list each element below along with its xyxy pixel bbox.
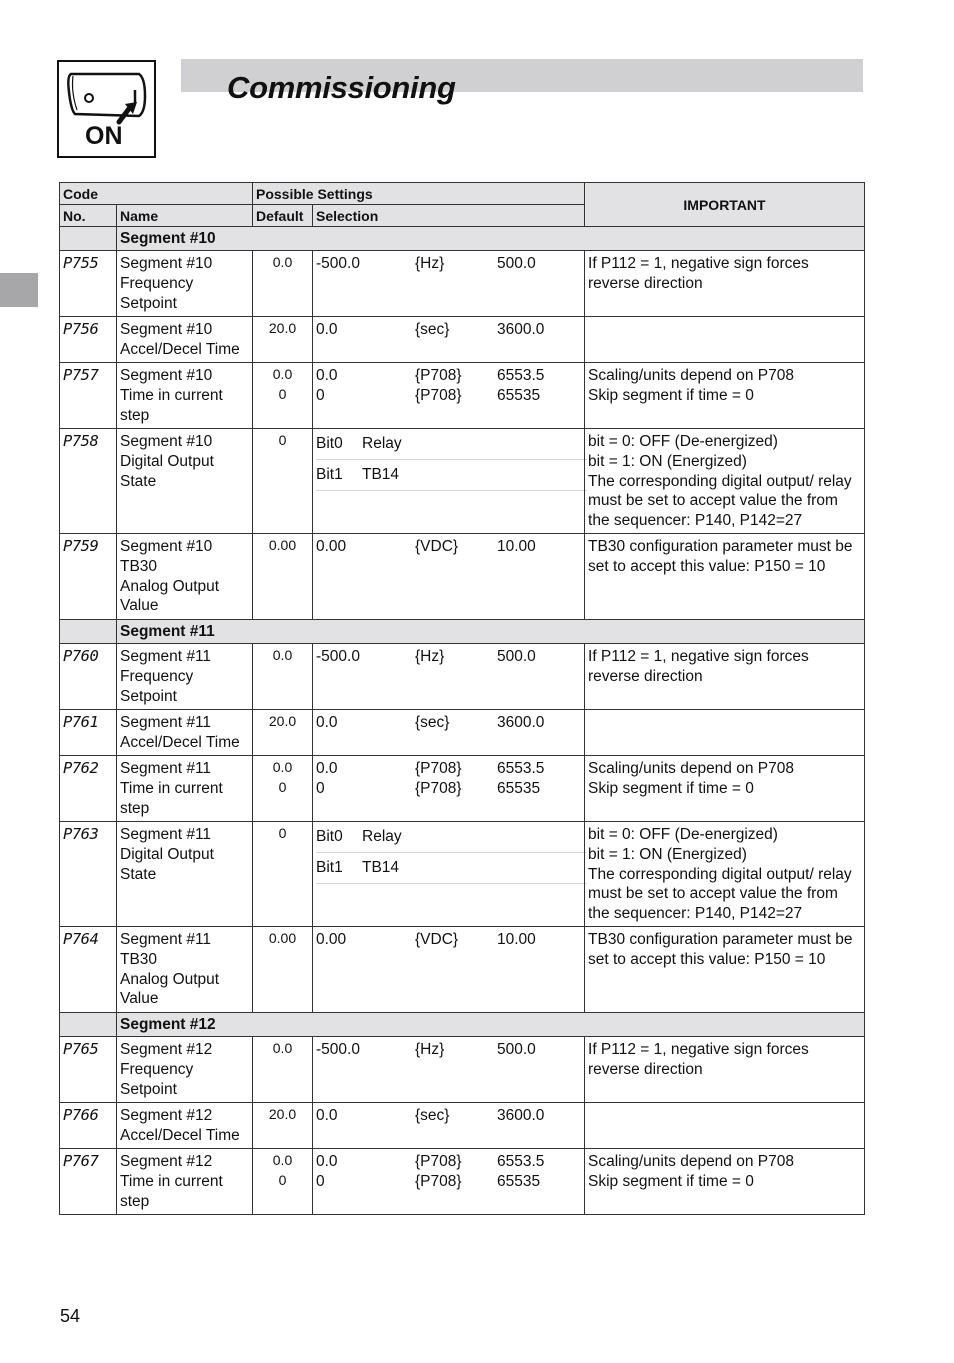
parameter-row [60,927,865,1013]
parameter-name-line: Frequency [120,667,194,685]
parameter-default [253,927,313,1013]
parameter-default-value: 0.0 [272,759,293,775]
parameter-selection [313,710,585,756]
segment-spacer [60,1013,117,1037]
selection-unit: {sec} [415,321,450,338]
selection-min: 0 [316,779,325,797]
selection-min: 0.0 [316,1107,338,1124]
parameter-table [59,182,865,1215]
parameter-code: P767 [60,1149,117,1215]
important-note-line: bit = 1: ON (Energized) [588,452,747,470]
selection-min: 0 [316,1172,325,1190]
parameter-default-value: 0 [278,1172,287,1188]
parameter-important-note [585,644,865,710]
selection-line [316,1040,581,1060]
important-note-line: The corresponding digital output/ relay must be set to accept value the from the sequencer: P140, P142=27 [588,865,852,923]
parameter-selection [313,1037,585,1103]
parameter-default-value: 0 [278,432,287,448]
parameter-name-line: Segment #11 [120,760,212,777]
parameter-name [117,756,253,822]
selection-min: -500.0 [316,648,360,665]
selection-max: 6553.5 [497,760,545,777]
parameter-selection [313,251,585,317]
parameter-code: P755 [60,251,117,317]
parameter-selection [313,756,585,822]
important-note-line: Skip segment if time = 0 [588,779,754,797]
header-important: IMPORTANT [585,183,865,227]
selection-max: 6553.5 [497,1153,545,1170]
bit-number: Bit1 [316,859,343,876]
parameter-name-line: Accel/Decel Time [120,340,240,358]
parameter-name-line: Setpoint [120,294,177,312]
selection-max: 65535 [497,1172,541,1190]
parameter-default [253,1037,313,1103]
parameter-important-note [585,251,865,317]
important-note-line: If P112 = 1, negative sign forces reverse direction [588,1041,809,1078]
bit-description: TB14 [362,466,400,483]
segment-label: Segment #11 [117,620,865,644]
parameter-name-line: State [120,472,157,490]
parameter-default [253,317,313,363]
parameter-default-value: 0 [278,779,287,795]
parameter-row [60,1037,865,1103]
parameter-row [60,644,865,710]
parameter-row [60,1149,865,1215]
selection-line [316,320,581,340]
parameter-name-line: Segment #12 [120,1107,213,1124]
parameter-default [253,644,313,710]
parameter-name-line: Segment #11 [120,714,212,731]
parameter-name-line: Segment #11 [120,826,212,843]
selection-min: 0.0 [316,714,338,731]
parameter-selection [313,429,585,534]
parameter-default-value: 20.0 [268,1106,297,1122]
parameter-name [117,429,253,534]
bit-number: Bit0 [316,828,343,845]
parameter-row [60,756,865,822]
selection-max: 6553.5 [497,367,545,384]
parameter-name-line: Segment #10 [120,433,213,450]
parameter-important-note [585,363,865,429]
selection-line [316,254,581,274]
parameter-selection [313,644,585,710]
parameter-name [117,927,253,1013]
parameter-row [60,317,865,363]
selection-min: 0.0 [316,760,338,777]
header-name: Name [117,205,253,227]
parameter-code: P759 [60,534,117,620]
selection-line [316,366,581,386]
selection-unit: {P708} [415,779,462,797]
parameter-important-note [585,927,865,1013]
parameter-default [253,1103,313,1149]
bit-row [316,853,587,884]
header-default: Default [253,205,313,227]
parameter-selection [313,927,585,1013]
parameter-name [117,1103,253,1149]
parameter-code: P765 [60,1037,117,1103]
parameter-name-line: Accel/Decel Time [120,733,240,751]
chapter-tab-marker [0,273,38,307]
parameter-code: P761 [60,710,117,756]
important-note-line: bit = 0: OFF (De-energized) [588,826,778,843]
parameter-default [253,822,313,927]
parameter-name-line: Segment #12 [120,1041,213,1058]
parameter-important-note [585,1037,865,1103]
parameter-default [253,251,313,317]
segment-spacer [60,620,117,644]
important-note-line: Scaling/units depend on P708 [588,1153,794,1170]
icon-label: ON [85,122,123,150]
parameter-row [60,363,865,429]
selection-unit: {Hz} [415,255,445,272]
segment-label: Segment #12 [117,1013,865,1037]
important-note-line: Scaling/units depend on P708 [588,760,794,777]
selection-unit: {P708} [415,760,462,777]
selection-line [316,537,581,557]
bit-description: TB14 [362,859,400,876]
segment-header-row [60,1013,865,1037]
parameter-default-value: 0.0 [272,1152,293,1168]
segment-header-row [60,227,865,251]
parameter-name [117,251,253,317]
parameter-name [117,1037,253,1103]
selection-max: 65535 [497,779,541,797]
parameter-name-line: step [120,406,150,424]
parameter-default-value: 0.0 [272,1040,293,1056]
parameter-selection [313,822,585,927]
segment-spacer [60,227,117,251]
parameter-default-value: 0.0 [272,647,293,663]
parameter-name-line: Analog Output [120,577,220,595]
parameter-name-line: Segment #10 [120,538,213,555]
selection-max: 3600.0 [497,321,545,338]
bit-row [316,429,587,460]
bit-number: Bit0 [316,435,343,452]
parameter-code: P757 [60,363,117,429]
parameter-name-line: Frequency [120,1060,194,1078]
parameter-row [60,822,865,927]
page-title: Commissioning [227,70,456,105]
parameter-name-line: Segment #12 [120,1153,213,1170]
parameter-row [60,710,865,756]
important-note-line: bit = 0: OFF (De-energized) [588,433,778,450]
parameter-default [253,710,313,756]
parameter-name-line: Segment #10 [120,321,213,338]
selection-unit: {P708} [415,1172,462,1190]
bit-description: Relay [362,435,402,452]
header-code: Code [60,183,253,205]
parameter-name-line: Setpoint [120,1080,177,1098]
parameter-important-note [585,429,865,534]
parameter-code: P766 [60,1103,117,1149]
selection-line [316,759,581,779]
important-note-line: Skip segment if time = 0 [588,386,754,404]
parameter-code: P758 [60,429,117,534]
selection-line [316,1106,581,1126]
power-switch-on-icon [57,60,156,158]
parameter-selection [313,1103,585,1149]
parameter-name-line: Analog Output [120,970,220,988]
selection-unit: {sec} [415,714,450,731]
parameter-name [117,534,253,620]
parameter-name-line: Value [120,990,159,1008]
selection-max: 500.0 [497,255,536,272]
parameter-row [60,534,865,620]
selection-line [316,647,581,667]
parameter-default-value: 20.0 [268,320,297,336]
parameter-name [117,317,253,363]
parameter-code: P756 [60,317,117,363]
parameter-default [253,534,313,620]
selection-max: 10.00 [497,931,536,948]
bit-row [316,460,587,491]
selection-line [316,1152,581,1172]
parameter-code: P764 [60,927,117,1013]
parameter-name-line: Accel/Decel Time [120,1126,240,1144]
parameter-default-value: 0.0 [272,366,293,382]
important-note-line: bit = 1: ON (Energized) [588,845,747,863]
parameter-default [253,1149,313,1215]
parameter-name-line: Time in current [120,1172,223,1190]
parameter-name-line: step [120,799,150,817]
selection-unit: {P708} [415,1153,462,1170]
important-note-line: Skip segment if time = 0 [588,1172,754,1190]
selection-line [316,779,581,799]
header-possible-settings: Possible Settings [253,183,585,205]
selection-unit: {Hz} [415,648,445,665]
parameter-row [60,429,865,534]
parameter-name [117,644,253,710]
parameter-important-note [585,534,865,620]
parameter-default-value: 20.0 [268,713,297,729]
parameter-name-line: Frequency [120,274,194,292]
parameter-selection [313,363,585,429]
header-no: No. [60,205,117,227]
page-number: 54 [60,1306,81,1326]
header-selection: Selection [313,205,585,227]
parameter-code: P760 [60,644,117,710]
selection-max: 65535 [497,386,541,404]
selection-min: 0.0 [316,1153,338,1170]
parameter-name-line: step [120,1192,150,1210]
selection-min: 0.00 [316,538,347,555]
parameter-name [117,710,253,756]
selection-unit: {VDC} [415,931,459,948]
selection-min: 0.00 [316,931,347,948]
parameter-important-note [585,317,865,363]
parameter-important-note [585,710,865,756]
parameter-name-line: TB30 [120,557,158,575]
parameter-name-line: TB30 [120,950,158,968]
parameter-name-line: Setpoint [120,687,177,705]
selection-line [316,713,581,733]
selection-min: 0.0 [316,367,338,384]
segment-header-row [60,620,865,644]
parameter-selection [313,534,585,620]
selection-min: 0 [316,386,325,404]
selection-min: -500.0 [316,1041,360,1058]
parameter-default [253,756,313,822]
parameter-default-value: 0.00 [268,537,297,553]
parameter-name-line: Segment #10 [120,367,213,384]
selection-unit: {Hz} [415,1041,445,1058]
parameter-important-note [585,822,865,927]
parameter-default [253,363,313,429]
bit-number: Bit1 [316,466,343,483]
parameter-name-line: Digital Output [120,845,214,863]
parameter-row [60,251,865,317]
important-note-line: TB30 configuration parameter must be set to accept this value: P150 = 10 [588,538,853,575]
parameter-name-line: Time in current [120,779,223,797]
parameter-selection [313,1149,585,1215]
important-note-line: Scaling/units depend on P708 [588,367,794,384]
parameter-important-note [585,1149,865,1215]
parameter-name-line: Segment #11 [120,931,212,948]
parameter-name-line: Segment #11 [120,648,212,665]
parameter-name [117,822,253,927]
selection-max: 500.0 [497,1041,536,1058]
segment-label: Segment #10 [117,227,865,251]
parameter-name-line: Digital Output [120,452,214,470]
selection-line [316,1172,581,1192]
parameter-name-line: State [120,865,157,883]
important-note-line: The corresponding digital output/ relay must be set to accept value the from the sequencer: P140, P142=27 [588,472,852,530]
selection-unit: {VDC} [415,538,459,555]
selection-max: 500.0 [497,648,536,665]
selection-line [316,930,581,950]
parameter-default-value: 0 [278,825,287,841]
important-note-line: If P112 = 1, negative sign forces reverse direction [588,255,809,292]
parameter-name [117,1149,253,1215]
important-note-line: If P112 = 1, negative sign forces reverse direction [588,648,809,685]
selection-unit: {P708} [415,386,462,404]
bit-row [316,822,587,853]
parameter-name-line: Segment #10 [120,255,213,272]
parameter-name [117,363,253,429]
parameter-name-line: Value [120,597,159,615]
parameter-important-note [585,1103,865,1149]
selection-max: 3600.0 [497,714,545,731]
parameter-default-value: 0.00 [268,930,297,946]
parameter-default-value: 0.0 [272,254,293,270]
parameter-default [253,429,313,534]
selection-max: 3600.0 [497,1107,545,1124]
selection-unit: {P708} [415,367,462,384]
selection-line [316,386,581,406]
table-header-row-1 [60,183,865,205]
bit-description: Relay [362,828,402,845]
parameter-important-note [585,756,865,822]
selection-max: 10.00 [497,538,536,555]
parameter-default-value: 0 [278,386,287,402]
important-note-line: TB30 configuration parameter must be set to accept this value: P150 = 10 [588,931,853,968]
parameter-name-line: Time in current [120,386,223,404]
selection-min: -500.0 [316,255,360,272]
parameter-selection [313,317,585,363]
parameter-code: P763 [60,822,117,927]
selection-unit: {sec} [415,1107,450,1124]
selection-min: 0.0 [316,321,338,338]
parameter-code: P762 [60,756,117,822]
parameter-row [60,1103,865,1149]
